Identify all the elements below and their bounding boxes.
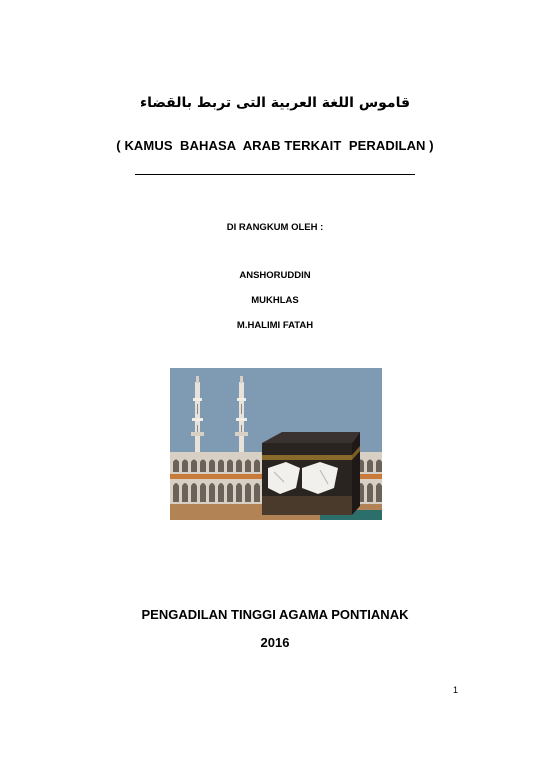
compiled-by-label: DI RANGKUM OLEH : bbox=[226, 222, 324, 233]
page-number: 1 bbox=[452, 685, 458, 695]
arabic-title: قاموس اللغة العربية التى تربط بالقضاء bbox=[139, 95, 411, 111]
title-divider bbox=[135, 174, 415, 175]
kaaba-illustration bbox=[170, 368, 382, 520]
author-name: ANSHORUDDIN bbox=[239, 270, 311, 281]
author-name: M.HALIMI FATAH bbox=[236, 320, 314, 331]
kaaba bbox=[262, 432, 360, 515]
author-name: MUKHLAS bbox=[251, 295, 299, 306]
institution-name: PENGADILAN TINGGI AGAMA PONTIANAK bbox=[141, 607, 409, 622]
publication-year: 2016 bbox=[260, 635, 290, 650]
document-subtitle: ( KAMUS BAHASA ARAB TERKAIT PERADILAN ) bbox=[116, 138, 434, 153]
